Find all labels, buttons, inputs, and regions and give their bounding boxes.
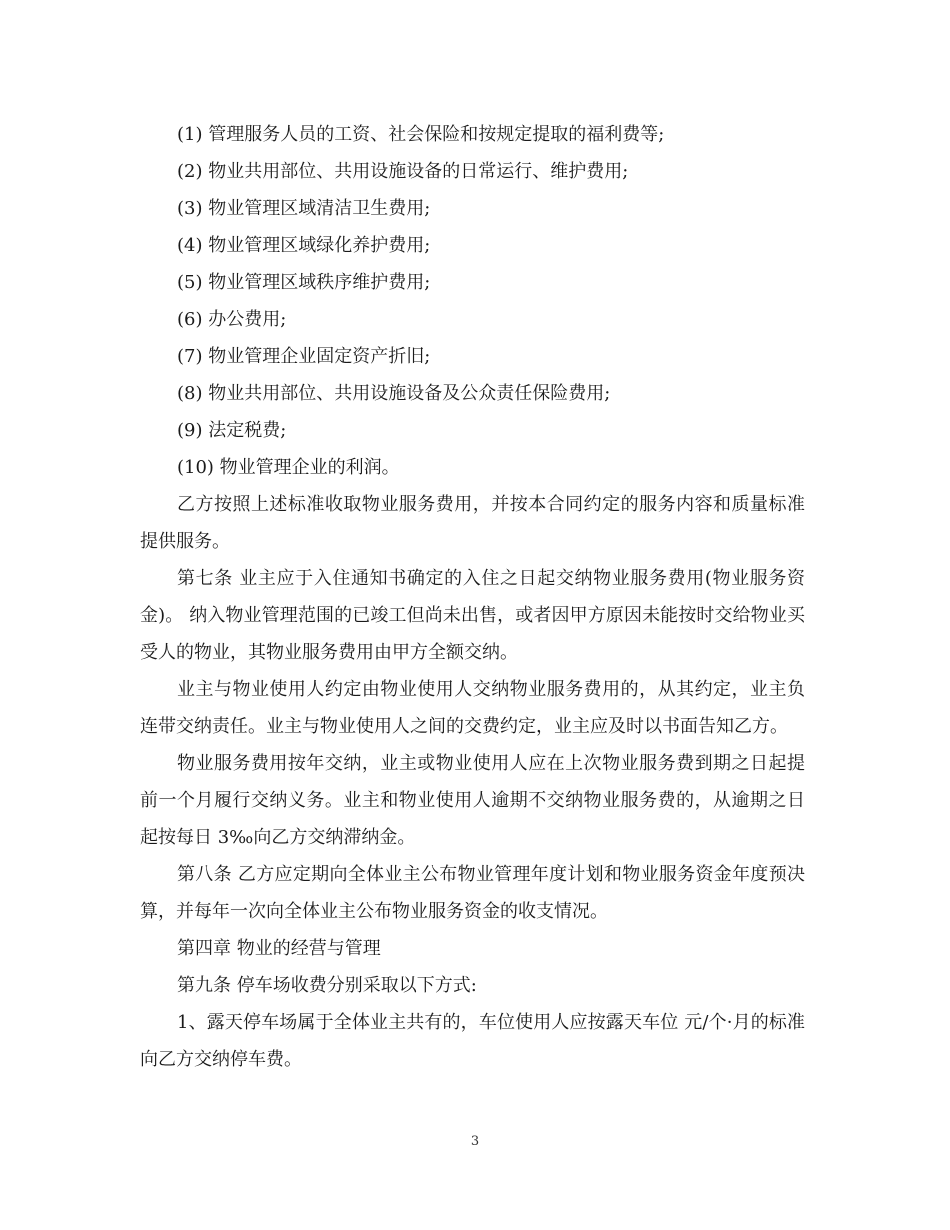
list-item: (10) 物业管理企业的利润。 bbox=[177, 457, 400, 478]
list-item: (3) 物业管理区域清洁卫生费用; bbox=[177, 198, 431, 219]
paragraph-annual-payment: 物业服务费用按年交纳，业主或物业使用人应在上次物业服务费到期之日起提前一个月履行交纳义务。业主和物业使用人逾期不交纳物业服务费的，从逾期之日起按每日 3‰向乙方交纳滞纳金。 bbox=[140, 753, 805, 848]
list-item: (9) 法定税费; bbox=[177, 420, 287, 441]
list-item: (8) 物业共用部位、共用设施设备及公众责任保险费用; bbox=[177, 383, 611, 404]
paragraph-open-air-parking: 1、露天停车场属于全体业主共有的，车位使用人应按露天车位 元/个·月的标准向乙方交纳停车费。 bbox=[140, 1012, 805, 1070]
paragraph-article-9: 第九条 停车场收费分别采取以下方式: bbox=[177, 975, 477, 996]
list-item: (6) 办公费用; bbox=[177, 309, 287, 330]
paragraph-article-7: 第七条 业主应于入住通知书确定的入住之日起交纳物业服务费用(物业服务资金)。 纳入物业管理范围的已竣工但尚未出售，或者因甲方原因未能按时交给物业买受人的物业，其物业服务费用由甲方全额交纳。 bbox=[140, 568, 805, 663]
list-item: (7) 物业管理企业固定资产折旧; bbox=[177, 346, 431, 367]
paragraph-joint-liability: 业主与物业使用人约定由物业使用人交纳物业服务费用的，从其约定，业主负连带交纳责任。业主与物业使用人之间的交费约定，业主应及时以书面告知乙方。 bbox=[140, 679, 805, 737]
paragraph-service-standard: 乙方按照上述标准收取物业服务费用，并按本合同约定的服务内容和质量标准提供服务。 bbox=[140, 494, 805, 552]
list-item: (2) 物业共用部位、共用设施设备的日常运行、维护费用; bbox=[177, 161, 629, 182]
list-item: (1) 管理服务人员的工资、社会保险和按规定提取的福利费等; bbox=[177, 124, 665, 145]
list-item: (5) 物业管理区域秩序维护费用; bbox=[177, 272, 431, 293]
chapter-heading: 第四章 物业的经营与管理 bbox=[177, 938, 381, 959]
document-body bbox=[140, 116, 805, 1078]
page-number: 3 bbox=[470, 1134, 480, 1149]
list-item: (4) 物业管理区域绿化养护费用; bbox=[177, 235, 431, 256]
paragraph-article-8: 第八条 乙方应定期向全体业主公布物业管理年度计划和物业服务资金年度预决算，并每年一次向全体业主公布物业服务资金的收支情况。 bbox=[140, 864, 805, 922]
